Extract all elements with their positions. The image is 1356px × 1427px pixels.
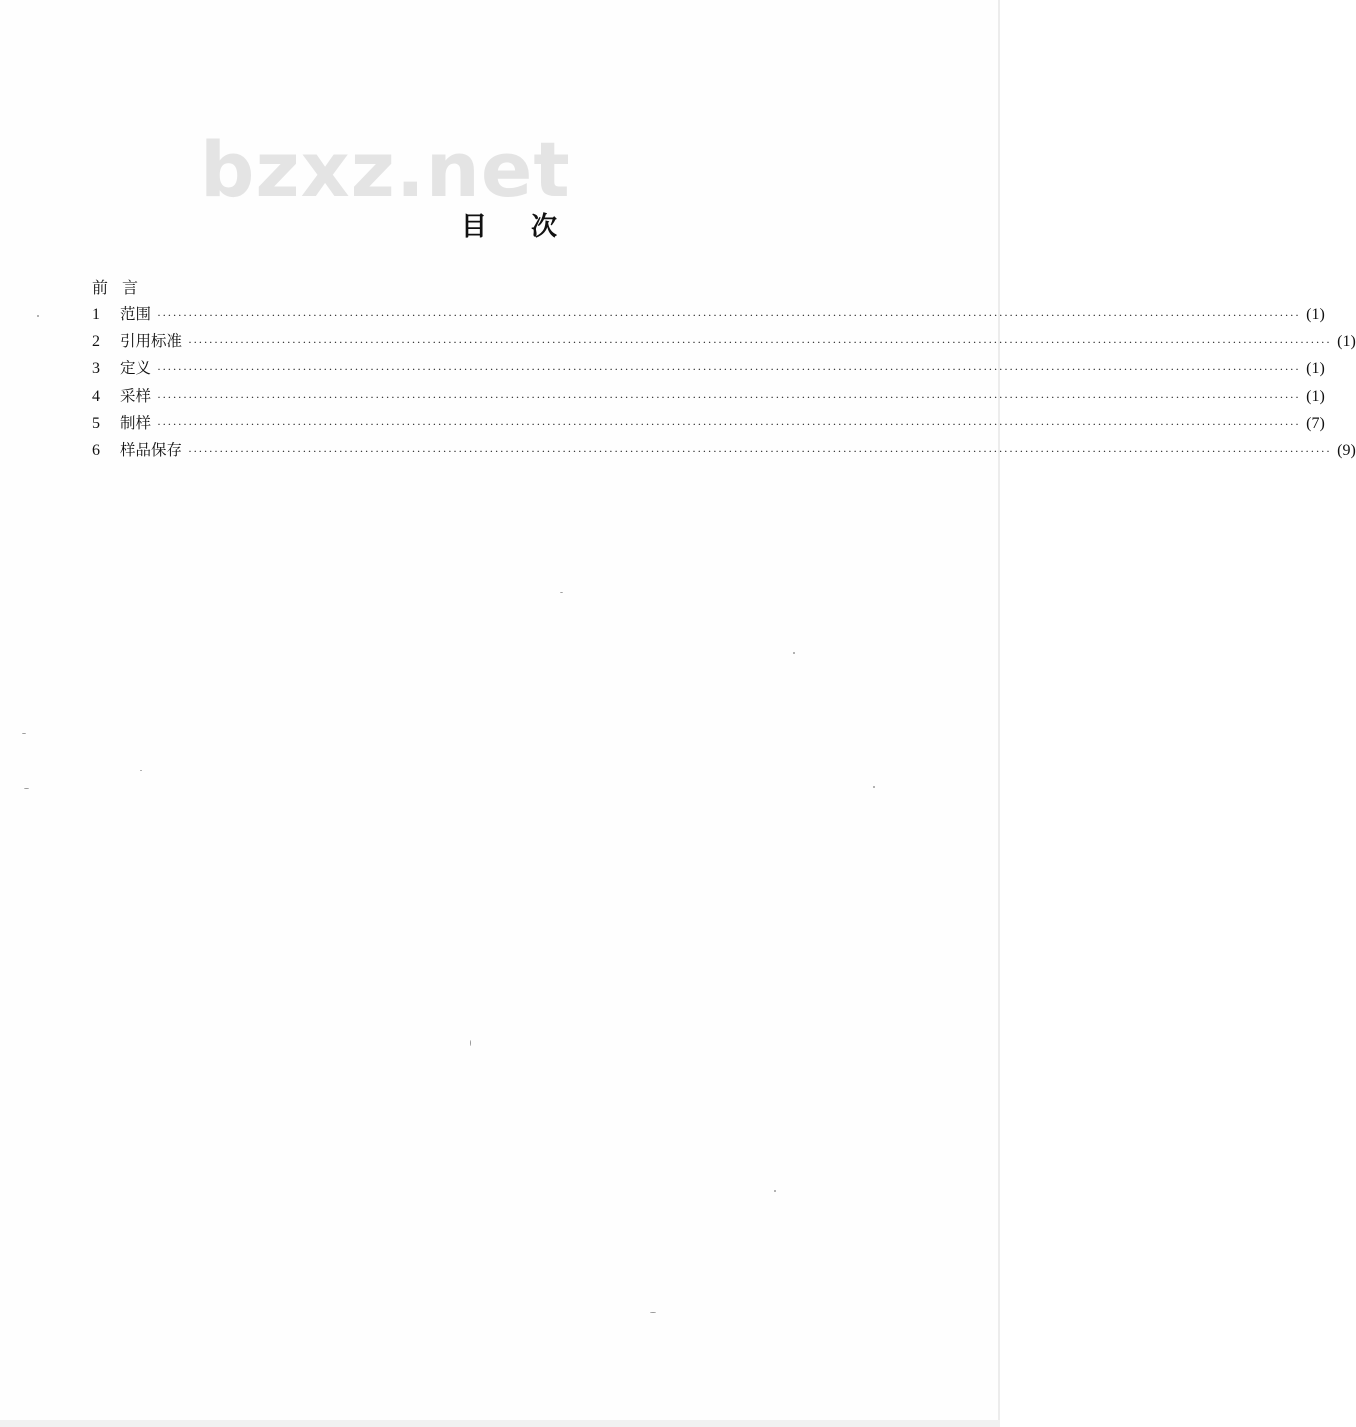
scan-speck <box>24 788 29 789</box>
toc-entry-number: 4 <box>92 387 100 405</box>
toc-entry-number: 1 <box>92 306 100 323</box>
watermark: bzxz.net <box>200 125 571 214</box>
scan-speck <box>793 652 795 654</box>
toc-entry-page: (1) <box>1337 333 1356 351</box>
toc-entry-page: (1) <box>1306 360 1325 378</box>
scan-speck <box>140 770 142 771</box>
toc-entry-label: 引用标准 <box>120 332 183 351</box>
toc-entry-page: (1) <box>1306 387 1325 405</box>
toc-entry-number: 5 <box>92 414 100 432</box>
toc-entry-page: (7) <box>1306 414 1325 432</box>
toc-entry[interactable] <box>92 355 1325 382</box>
toc-preface[interactable] <box>92 275 924 301</box>
preface-char-2: 言 <box>122 278 139 297</box>
page-title <box>0 214 1000 240</box>
toc-entry-page: (1) <box>1306 306 1325 323</box>
title-char-1: 目 <box>460 212 487 242</box>
toc-entry-label: 定义 <box>120 359 152 378</box>
toc-leader-dots: ···························································································································································································································· <box>188 335 1332 350</box>
scan-speck <box>37 315 39 317</box>
toc-entry[interactable] <box>92 383 1325 410</box>
page-bottom-edge <box>0 1420 1000 1427</box>
toc-entry-label: 采样 <box>120 386 152 405</box>
toc-entry-number: 6 <box>92 441 100 459</box>
scan-speck <box>650 1312 656 1313</box>
toc-leader-dots: ···························································································································································································································· <box>157 308 1301 322</box>
toc-entry-number: 2 <box>92 333 100 351</box>
toc-entry[interactable] <box>92 328 1356 355</box>
table-of-contents <box>92 275 1356 464</box>
toc-entry-number: 3 <box>92 360 100 378</box>
toc-entry-label: 制样 <box>120 413 152 432</box>
toc-entry-page: (9) <box>1337 441 1356 459</box>
toc-entry-label: 样品保存 <box>120 440 183 459</box>
scan-speck <box>774 1190 776 1192</box>
toc-leader-dots: ···························································································································································································································· <box>157 389 1301 404</box>
toc-entry[interactable] <box>92 437 1356 464</box>
scan-speck <box>22 733 26 734</box>
scan-speck <box>470 1040 471 1046</box>
title-char-2: 次 <box>531 212 558 242</box>
toc-leader-dots: ···························································································································································································································· <box>157 362 1301 377</box>
toc-entry-label: 范围 <box>120 305 152 323</box>
toc-leader-dots: ···························································································································································································································· <box>188 443 1332 458</box>
toc-leader-dots: ···························································································································································································································· <box>157 416 1301 431</box>
toc-entry[interactable] <box>92 301 1325 328</box>
scan-speck <box>560 592 563 593</box>
scan-speck <box>873 786 875 788</box>
preface-char-1: 前 <box>92 278 109 297</box>
toc-entry[interactable] <box>92 410 1325 437</box>
